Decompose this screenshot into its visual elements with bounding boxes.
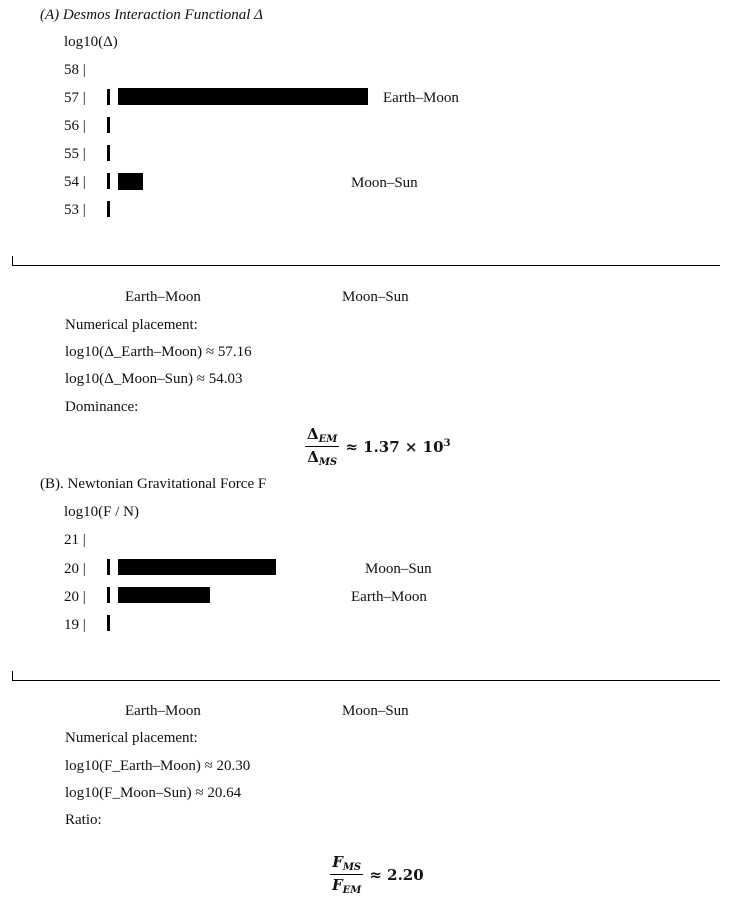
chart-b-tick-mark bbox=[107, 559, 110, 575]
chart-a-tick-mark bbox=[107, 145, 110, 161]
chart-a-axis-corner bbox=[12, 256, 13, 266]
chart-a-tick-label: 53 | bbox=[64, 202, 86, 218]
chart-a-dominance-formula: $\frac{\Delta_{EM}}{\Delta_{MS}}$ ≈ $1.37 \times 10^3$ bbox=[307, 425, 451, 468]
chart-b-axis-corner bbox=[12, 671, 13, 681]
chart-b-bar-moon-sun bbox=[118, 559, 276, 575]
chart-b-tick-label: 19 | bbox=[64, 617, 86, 633]
chart-a-title: (A) Desmos Interaction Functional Δ bbox=[40, 7, 263, 23]
chart-a-placement-line: log10(Δ_Earth–Moon) ≈ 57.16 bbox=[65, 344, 252, 360]
chart-a-legend-moon-sun: Moon–Sun bbox=[342, 289, 409, 305]
chart-b-tick-mark bbox=[107, 587, 110, 603]
chart-b-bar-earth-moon bbox=[118, 587, 210, 603]
chart-b-placement-line: log10(F_Earth–Moon) ≈ 20.30 bbox=[65, 758, 251, 774]
chart-b-tick-label: 21 | bbox=[64, 532, 86, 548]
chart-a-tick-label: 56 | bbox=[64, 118, 86, 134]
chart-a-tick-mark bbox=[107, 117, 110, 133]
chart-a-bar-label-earth-moon: Earth–Moon bbox=[383, 90, 459, 106]
chart-a-result-label: Dominance: bbox=[65, 399, 139, 415]
chart-a-tick-label: 54 | bbox=[64, 174, 86, 190]
chart-b-legend-earth-moon: Earth–Moon bbox=[125, 703, 201, 719]
chart-a-placement-line: log10(Δ_Moon–Sun) ≈ 54.03 bbox=[65, 371, 243, 387]
chart-b-title: (B). Newtonian Gravitational Force F bbox=[40, 476, 267, 492]
chart-a-bar-label-moon-sun: Moon–Sun bbox=[351, 175, 418, 191]
chart-a-bar-moon-sun bbox=[118, 173, 143, 190]
chart-a-tick-label: 55 | bbox=[64, 146, 86, 162]
chart-a-placement-heading: Numerical placement: bbox=[65, 317, 198, 333]
chart-a-axis-baseline bbox=[12, 265, 720, 266]
chart-b-axis-baseline bbox=[12, 680, 720, 681]
chart-b-bar-label-earth-moon: Earth–Moon bbox=[351, 589, 427, 605]
chart-a-tick-mark bbox=[107, 173, 110, 189]
chart-b-placement-heading: Numerical placement: bbox=[65, 730, 198, 746]
chart-b-placement-line: log10(F_Moon–Sun) ≈ 20.64 bbox=[65, 785, 242, 801]
chart-b-tick-mark bbox=[107, 615, 110, 631]
chart-a-tick-label: 57 | bbox=[64, 90, 86, 106]
chart-b-bar-label-moon-sun: Moon–Sun bbox=[365, 561, 432, 577]
chart-b-result-label: Ratio: bbox=[65, 812, 102, 828]
chart-b-ylabel: log10(F / N) bbox=[64, 504, 139, 520]
chart-a-tick-mark bbox=[107, 201, 110, 217]
chart-a-tick-mark bbox=[107, 89, 110, 105]
chart-a-legend-earth-moon: Earth–Moon bbox=[125, 289, 201, 305]
chart-b-tick-label: 20 | bbox=[64, 589, 86, 605]
chart-b-ratio-formula: $\frac{F_{MS}}{F_{EM}}$ ≈ 2.20 bbox=[332, 853, 424, 896]
chart-b-tick-label: 20 | bbox=[64, 561, 86, 577]
chart-a-bar-earth-moon bbox=[118, 88, 368, 105]
chart-a-tick-label: 58 | bbox=[64, 62, 86, 78]
chart-a-ylabel: log10(Δ) bbox=[64, 34, 118, 50]
chart-b-legend-moon-sun: Moon–Sun bbox=[342, 703, 409, 719]
